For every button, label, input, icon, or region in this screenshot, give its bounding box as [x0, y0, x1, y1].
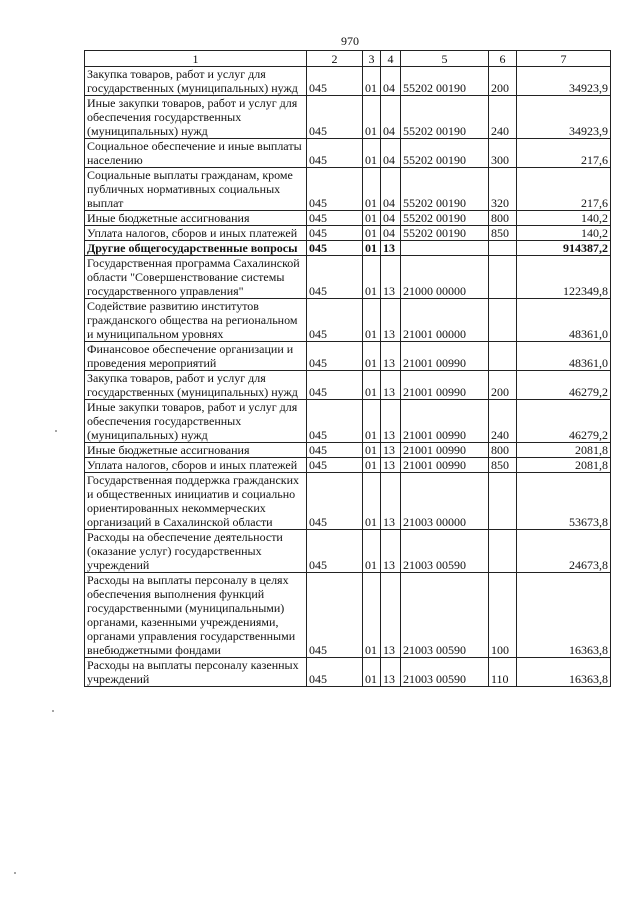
amount: 34923,9 — [517, 67, 611, 96]
table-row — [85, 139, 611, 168]
subsection-code: 04 — [381, 96, 401, 139]
ministry-code: 045 — [307, 139, 363, 168]
amount: 48361,0 — [517, 299, 611, 342]
section-code: 01 — [363, 573, 381, 658]
expense-type-code: 800 — [489, 211, 517, 226]
table-row — [85, 443, 611, 458]
expense-type-code: 240 — [489, 96, 517, 139]
subsection-code: 04 — [381, 67, 401, 96]
ministry-code: 045 — [307, 530, 363, 573]
budget-table — [84, 50, 611, 687]
table-row — [85, 299, 611, 342]
section-code: 01 — [363, 96, 381, 139]
expense-type-code: 200 — [489, 67, 517, 96]
table-row — [85, 96, 611, 139]
row-name: Уплата налогов, сборов и иных платежей — [85, 226, 307, 241]
subsection-code: 13 — [381, 443, 401, 458]
table-row — [85, 211, 611, 226]
section-code: 01 — [363, 530, 381, 573]
row-name: Иные бюджетные ассигнования — [85, 443, 307, 458]
subsection-code: 04 — [381, 211, 401, 226]
section-code: 01 — [363, 226, 381, 241]
section-code: 01 — [363, 658, 381, 687]
target-article-code: 21001 00990 — [401, 458, 489, 473]
table-row — [85, 256, 611, 299]
target-article-code: 55202 00190 — [401, 96, 489, 139]
ministry-code: 045 — [307, 226, 363, 241]
expense-type-code: 850 — [489, 458, 517, 473]
amount: 140,2 — [517, 226, 611, 241]
table-row — [85, 458, 611, 473]
target-article-code: 21000 00000 — [401, 256, 489, 299]
amount: 34923,9 — [517, 96, 611, 139]
ministry-code: 045 — [307, 67, 363, 96]
amount: 914387,2 — [517, 241, 611, 256]
ministry-code: 045 — [307, 211, 363, 226]
section-code: 01 — [363, 473, 381, 530]
column-header: 2 — [307, 51, 363, 67]
target-article-code: 21001 00990 — [401, 371, 489, 400]
expense-type-code: 300 — [489, 139, 517, 168]
target-article-code: 55202 00190 — [401, 67, 489, 96]
ministry-code: 045 — [307, 458, 363, 473]
target-article-code: 21001 00990 — [401, 400, 489, 443]
expense-type-code — [489, 256, 517, 299]
ministry-code: 045 — [307, 473, 363, 530]
column-header: 4 — [381, 51, 401, 67]
ministry-code: 045 — [307, 658, 363, 687]
column-header: 5 — [401, 51, 489, 67]
section-code: 01 — [363, 139, 381, 168]
amount: 217,6 — [517, 168, 611, 211]
target-article-code — [401, 241, 489, 256]
scan-speck — [55, 430, 57, 432]
ministry-code: 045 — [307, 168, 363, 211]
expense-type-code — [489, 530, 517, 573]
expense-type-code: 240 — [489, 400, 517, 443]
column-header: 6 — [489, 51, 517, 67]
row-name: Расходы на выплаты персоналу казенных учреждений — [85, 658, 307, 687]
subsection-code: 13 — [381, 530, 401, 573]
row-name: Другие общегосударственные вопросы — [85, 241, 307, 256]
target-article-code: 55202 00190 — [401, 211, 489, 226]
ministry-code: 045 — [307, 342, 363, 371]
expense-type-code — [489, 473, 517, 530]
row-name: Социальные выплаты гражданам, кроме публичных нормативных социальных выплат — [85, 168, 307, 211]
table-row — [85, 168, 611, 211]
ministry-code: 045 — [307, 371, 363, 400]
section-code: 01 — [363, 241, 381, 256]
expense-type-code: 100 — [489, 573, 517, 658]
table-row — [85, 226, 611, 241]
subsection-code: 13 — [381, 342, 401, 371]
ministry-code: 045 — [307, 443, 363, 458]
subsection-code: 04 — [381, 226, 401, 241]
row-name: Расходы на обеспечение деятельности (оказание услуг) государственных учреждений — [85, 530, 307, 573]
amount: 2081,8 — [517, 443, 611, 458]
section-code: 01 — [363, 256, 381, 299]
expense-type-code — [489, 299, 517, 342]
expense-type-code: 800 — [489, 443, 517, 458]
table-row — [85, 658, 611, 687]
row-name: Государственная программа Сахалинской области "Совершенствование системы государственного управления" — [85, 256, 307, 299]
ministry-code: 045 — [307, 241, 363, 256]
table-row — [85, 473, 611, 530]
table-row — [85, 400, 611, 443]
section-code: 01 — [363, 342, 381, 371]
amount: 16363,8 — [517, 573, 611, 658]
row-name: Уплата налогов, сборов и иных платежей — [85, 458, 307, 473]
column-number-row — [85, 51, 611, 67]
row-name: Государственная поддержка гражданских и общественных инициатив и социально ориентированных некоммерческих организаций в Сахалинской области — [85, 473, 307, 530]
amount: 48361,0 — [517, 342, 611, 371]
target-article-code: 55202 00190 — [401, 139, 489, 168]
section-code: 01 — [363, 67, 381, 96]
scan-speck — [14, 872, 16, 874]
target-article-code: 55202 00190 — [401, 226, 489, 241]
section-code: 01 — [363, 400, 381, 443]
subsection-code: 04 — [381, 168, 401, 211]
expense-type-code: 850 — [489, 226, 517, 241]
section-code: 01 — [363, 458, 381, 473]
amount: 53673,8 — [517, 473, 611, 530]
subsection-code: 13 — [381, 658, 401, 687]
subsection-code: 13 — [381, 256, 401, 299]
table-row — [85, 573, 611, 658]
target-article-code: 21001 00000 — [401, 299, 489, 342]
ministry-code: 045 — [307, 256, 363, 299]
row-name: Иные бюджетные ассигнования — [85, 211, 307, 226]
expense-type-code — [489, 342, 517, 371]
section-code: 01 — [363, 211, 381, 226]
ministry-code: 045 — [307, 573, 363, 658]
amount: 46279,2 — [517, 400, 611, 443]
subsection-code: 13 — [381, 400, 401, 443]
section-code: 01 — [363, 299, 381, 342]
expense-type-code: 320 — [489, 168, 517, 211]
amount: 140,2 — [517, 211, 611, 226]
section-code: 01 — [363, 371, 381, 400]
subsection-code: 13 — [381, 458, 401, 473]
column-header: 3 — [363, 51, 381, 67]
table-row — [85, 530, 611, 573]
amount: 122349,8 — [517, 256, 611, 299]
column-header: 1 — [85, 51, 307, 67]
scan-speck — [52, 710, 54, 712]
expense-type-code — [489, 241, 517, 256]
row-name: Иные закупки товаров, работ и услуг для обеспечения государственных (муниципальных) нужд — [85, 400, 307, 443]
table-row — [85, 67, 611, 96]
row-name: Закупка товаров, работ и услуг для государственных (муниципальных) нужд — [85, 67, 307, 96]
row-name: Содействие развитию институтов гражданского общества на региональном и муниципальном уровнях — [85, 299, 307, 342]
section-code: 01 — [363, 443, 381, 458]
amount: 2081,8 — [517, 458, 611, 473]
amount: 217,6 — [517, 139, 611, 168]
target-article-code: 21003 00590 — [401, 530, 489, 573]
expense-type-code: 110 — [489, 658, 517, 687]
ministry-code: 045 — [307, 96, 363, 139]
table-row — [85, 241, 611, 256]
target-article-code: 21003 00000 — [401, 473, 489, 530]
target-article-code: 55202 00190 — [401, 168, 489, 211]
target-article-code: 21003 00590 — [401, 573, 489, 658]
subsection-code: 13 — [381, 371, 401, 400]
amount: 46279,2 — [517, 371, 611, 400]
target-article-code: 21003 00590 — [401, 658, 489, 687]
amount: 16363,8 — [517, 658, 611, 687]
row-name: Социальное обеспечение и иные выплаты населению — [85, 139, 307, 168]
subsection-code: 13 — [381, 299, 401, 342]
page-number: 970 — [341, 34, 359, 48]
table-row — [85, 371, 611, 400]
target-article-code: 21001 00990 — [401, 342, 489, 371]
ministry-code: 045 — [307, 299, 363, 342]
row-name: Закупка товаров, работ и услуг для государственных (муниципальных) нужд — [85, 371, 307, 400]
column-header: 7 — [517, 51, 611, 67]
amount: 24673,8 — [517, 530, 611, 573]
row-name: Иные закупки товаров, работ и услуг для обеспечения государственных (муниципальных) нужд — [85, 96, 307, 139]
row-name: Финансовое обеспечение организации и проведения мероприятий — [85, 342, 307, 371]
table-body — [85, 67, 611, 687]
subsection-code: 13 — [381, 241, 401, 256]
subsection-code: 04 — [381, 139, 401, 168]
target-article-code: 21001 00990 — [401, 443, 489, 458]
subsection-code: 13 — [381, 573, 401, 658]
row-name: Расходы на выплаты персоналу в целях обеспечения выполнения функций государственными (муниципальными) органами, казенными учреждениями, органами управления государственными внебюджетными фондами — [85, 573, 307, 658]
section-code: 01 — [363, 168, 381, 211]
expense-type-code: 200 — [489, 371, 517, 400]
subsection-code: 13 — [381, 473, 401, 530]
ministry-code: 045 — [307, 400, 363, 443]
table-row — [85, 342, 611, 371]
